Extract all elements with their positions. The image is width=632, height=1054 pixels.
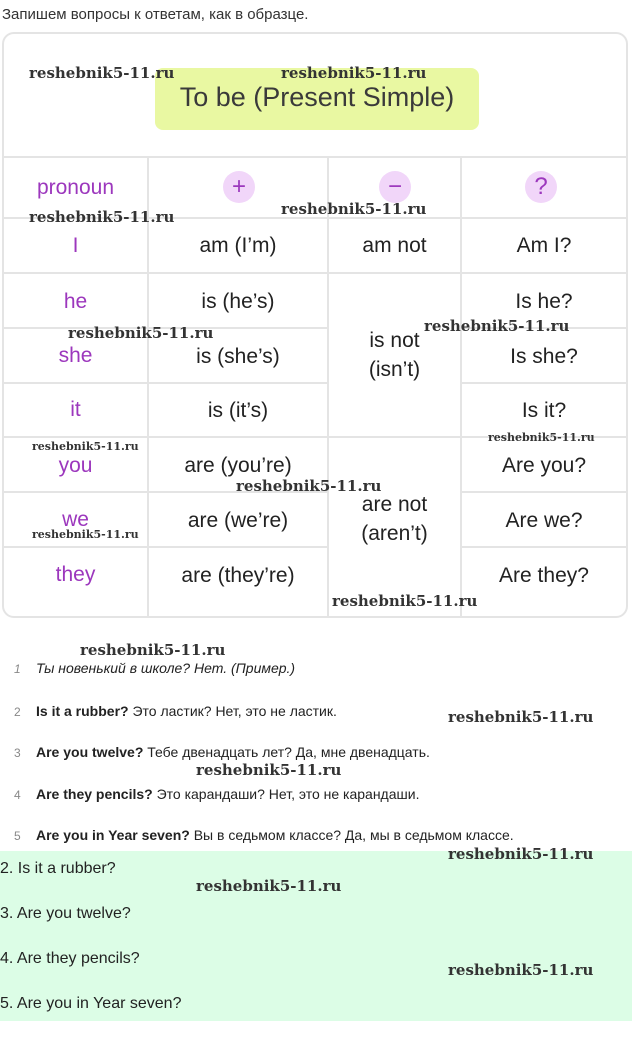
table-title: To be (Present Simple) bbox=[179, 82, 455, 112]
watermark: reshebnik5-11.ru bbox=[488, 431, 595, 444]
watermark: reshebnik5-11.ru bbox=[332, 592, 478, 610]
watermark: reshebnik5-11.ru bbox=[68, 324, 214, 342]
watermark: reshebnik5-11.ru bbox=[80, 641, 226, 659]
positive-you: are (you’re) bbox=[184, 454, 292, 477]
question-he: Is he? bbox=[515, 290, 573, 313]
exercise-text: Тебе двенадцать лет? Да, мне двенадцать. bbox=[143, 744, 430, 760]
exercise-item bbox=[14, 660, 295, 676]
question-i: Am I? bbox=[516, 234, 572, 257]
exercise-item bbox=[14, 744, 430, 760]
negative-is-not-line1: is not bbox=[369, 329, 420, 352]
negative-are-not bbox=[329, 490, 460, 548]
negative-is-not-line2: (isn’t) bbox=[368, 358, 421, 381]
question-you: Are you? bbox=[501, 454, 587, 477]
exercise-number: 4 bbox=[14, 788, 21, 802]
watermark: reshebnik5-11.ru bbox=[448, 961, 594, 979]
exercise-text: Вы в седьмом классе? Да, мы в седьмом классе. bbox=[189, 827, 514, 843]
question-they: Are they? bbox=[499, 564, 589, 587]
positive-she: is (she’s) bbox=[196, 345, 280, 368]
question-icon: ? bbox=[525, 171, 557, 203]
exercise-question: Are you twelve? bbox=[36, 744, 144, 760]
grid-line bbox=[460, 382, 626, 384]
exercise-text: Это карандаши? Нет, это не карандаши. bbox=[152, 786, 420, 802]
answer-line: 4. Are they pencils? bbox=[0, 950, 140, 967]
header-pronoun: pronoun bbox=[36, 176, 115, 199]
watermark: reshebnik5-11.ru bbox=[281, 200, 427, 218]
question-she: Is she? bbox=[510, 345, 578, 368]
watermark: reshebnik5-11.ru bbox=[32, 528, 139, 541]
negative-are-not-line2: (aren’t) bbox=[361, 522, 428, 545]
grid-line bbox=[4, 382, 327, 384]
pronoun-you: you bbox=[58, 454, 93, 477]
pronoun-it: it bbox=[70, 398, 81, 421]
watermark: reshebnik5-11.ru bbox=[236, 477, 382, 495]
watermark: reshebnik5-11.ru bbox=[196, 877, 342, 895]
exercise-item bbox=[14, 703, 337, 719]
answer-line: 2. Is it a rubber? bbox=[0, 860, 116, 877]
exercise-text: Ты новенький в школе? Нет. (Пример.) bbox=[36, 660, 296, 676]
grid-line bbox=[460, 491, 626, 493]
watermark: reshebnik5-11.ru bbox=[281, 64, 427, 82]
pronoun-they: they bbox=[55, 563, 96, 586]
question-we: Are we? bbox=[505, 509, 583, 532]
watermark: reshebnik5-11.ru bbox=[448, 845, 594, 863]
question-it: Is it? bbox=[521, 399, 567, 422]
exercise-text: Это ластик? Нет, это не ластик. bbox=[128, 703, 337, 719]
plus-icon: + bbox=[223, 171, 255, 203]
instruction-text: Запишем вопросы к ответам, как в образце. bbox=[2, 6, 309, 23]
negative-are-not-line1: are not bbox=[361, 493, 428, 516]
grid-line bbox=[4, 156, 626, 158]
grid-line bbox=[460, 156, 462, 616]
exercise-question: Are you in Year seven? bbox=[36, 827, 190, 843]
exercise-question: Is it a rubber? bbox=[36, 703, 129, 719]
minus-icon: − bbox=[379, 171, 411, 203]
positive-i: am (I’m) bbox=[199, 234, 277, 257]
exercise-number: 3 bbox=[14, 746, 21, 760]
negative-i: am not bbox=[362, 234, 427, 257]
pronoun-he: he bbox=[63, 290, 88, 313]
grid-line bbox=[460, 546, 626, 548]
answer-line: 5. Are you in Year seven? bbox=[0, 995, 182, 1012]
exercise-number: 1 bbox=[14, 662, 21, 676]
watermark: reshebnik5-11.ru bbox=[32, 440, 139, 453]
pronoun-we: we bbox=[62, 508, 89, 531]
watermark: reshebnik5-11.ru bbox=[196, 761, 342, 779]
positive-they: are (they’re) bbox=[181, 564, 295, 587]
watermark: reshebnik5-11.ru bbox=[29, 208, 175, 226]
grid-line bbox=[4, 546, 327, 548]
watermark: reshebnik5-11.ru bbox=[29, 64, 175, 82]
pronoun-i: I bbox=[72, 234, 79, 257]
positive-he: is (he’s) bbox=[201, 290, 275, 313]
exercise-number: 5 bbox=[14, 829, 21, 843]
positive-we: are (we’re) bbox=[187, 509, 289, 532]
pronoun-she: she bbox=[58, 344, 93, 367]
watermark: reshebnik5-11.ru bbox=[448, 708, 594, 726]
positive-it: is (it’s) bbox=[207, 399, 269, 422]
watermark: reshebnik5-11.ru bbox=[424, 317, 570, 335]
exercise-item bbox=[14, 827, 514, 843]
exercise-number: 2 bbox=[14, 705, 21, 719]
exercise-question: Are they pencils? bbox=[36, 786, 153, 802]
exercise-item bbox=[14, 786, 419, 802]
answer-line: 3. Are you twelve? bbox=[0, 905, 131, 922]
grid-line bbox=[4, 272, 626, 274]
